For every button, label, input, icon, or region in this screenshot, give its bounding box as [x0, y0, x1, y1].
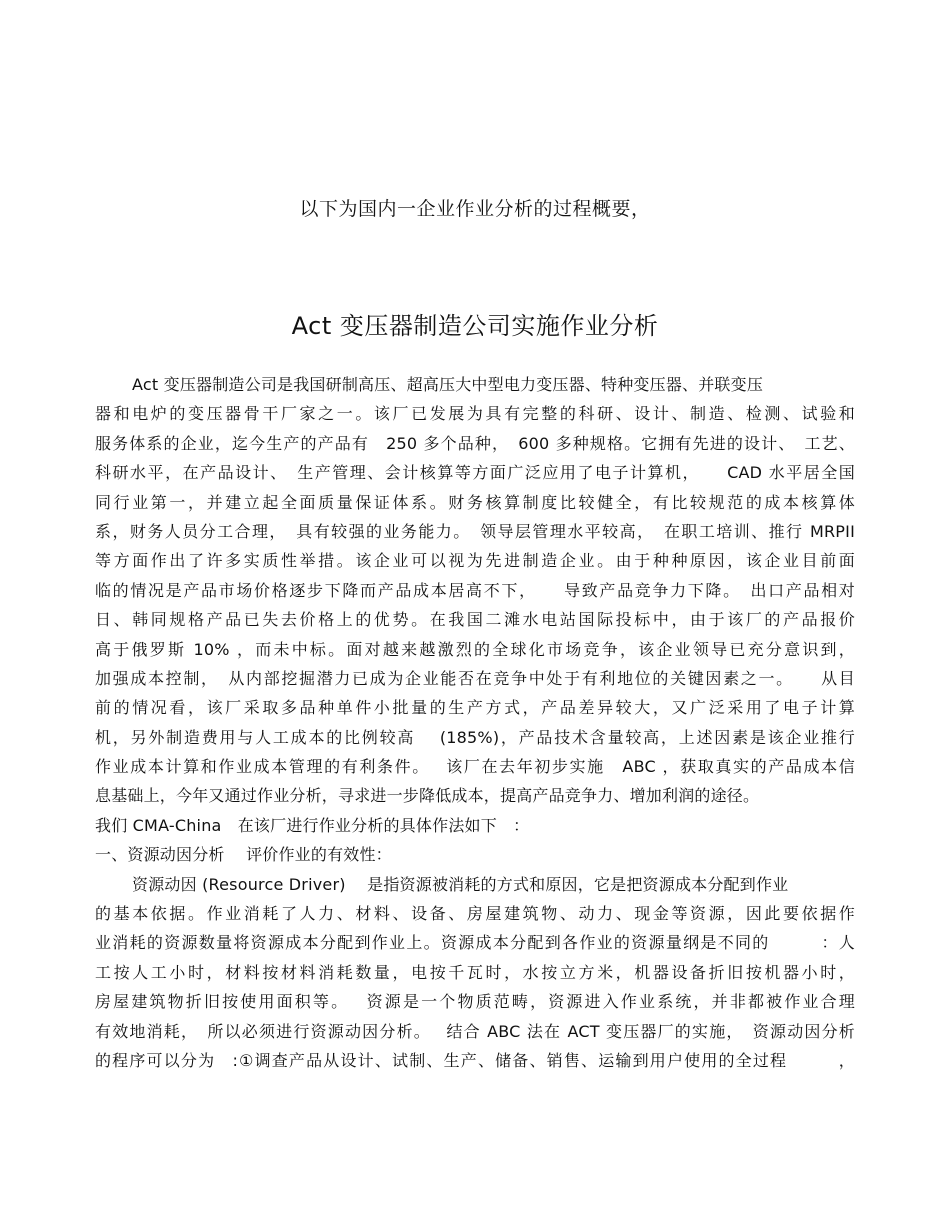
paragraph-line: 服务体系的企业，迄今生产的产品有 250 多个品种， 600 多种规格。它拥有先进的设计、 工艺、	[95, 433, 855, 453]
paragraph-line: Act 变压器制造公司是我国研制高压、超高压大中型电力变压器、特种变压器、并联变压	[132, 375, 764, 394]
paragraph-line: 器和电炉的变压器骨干厂家之一。该厂已发展为具有完整的科研、设计、制造、检测、试验和	[95, 404, 855, 424]
paragraph-line: 工按人工小时，材料按材料消耗数量，电按千瓦时，水按立方米，机器设备折旧按机器小时，	[95, 962, 855, 982]
paragraph-line: 科研水平，在产品设计、 生产管理、会计核算等方面广泛应用了电子计算机， CAD 水平居全国	[95, 463, 855, 483]
paragraph-line: 房屋建筑物折旧按使用面积等。 资源是一个物质范畴，资源进入作业系统，并非都被作业合理	[95, 992, 855, 1012]
intro-text: 以下为国内一企业作业分析的过程概要，	[299, 198, 651, 220]
paragraph-line: 业消耗的资源数量将资源成本分配到作业上。资源成本分配到各作业的资源量纲是不同的 ：人	[95, 933, 855, 953]
paragraph-line: 机，另外制造费用与人工成本的比例较高 (185%)，产品技术含量较高，上述因素是该企业推行	[95, 727, 855, 747]
document-title: Act 变压器制造公司实施作业分析	[291, 312, 659, 340]
paragraph-line: 我们 CMA-China 在该厂进行作业分析的具体作法如下 ：	[95, 815, 530, 835]
document-body	[95, 370, 855, 1075]
paragraph-line: 加强成本控制， 从内部挖掘潜力已成为企业能否在竞争中处于有利地位的关键因素之一。 从目	[95, 668, 855, 688]
paragraph-line: 的基本依据。作业消耗了人力、材料、设备、房屋建筑物、动力、现金等资源，因此要依据作	[95, 904, 855, 924]
paragraph-line: 同行业第一，并建立起全面质量保证体系。财务核算制度比较健全，有比较规范的成本核算体	[95, 492, 855, 512]
paragraph-line: 作业成本计算和作业成本管理的有利条件。 该厂在去年初步实施 ABC ，获取真实的产品成本信	[95, 757, 855, 777]
paragraph-line: 资源动因 (Resource Driver) 是指资源被消耗的方式和原因，它是把资源成本分配到作业	[132, 874, 789, 894]
paragraph-line: 息基础上，今年又通过作业分析，寻求进一步降低成本，提高产品竞争力、增加利润的途径。	[95, 786, 760, 806]
paragraph-line: 日、韩同规格产品已失去价格上的优势。在我国二滩水电站国际投标中，由于该厂的产品报价	[95, 610, 855, 630]
paragraph-line: 的程序可以分为 :①调查产品从设计、试制、生产、储备、销售、运输到用户使用的全过程 ，	[95, 1050, 855, 1070]
paragraph-line: 高于俄罗斯 10% ，而未中标。面对越来越激烈的全球化市场竞争，该企业领导已充分意识到，	[95, 639, 855, 659]
paragraph-line: 有效地消耗， 所以必须进行资源动因分析。 结合 ABC 法在 ACT 变压器厂的实施， 资源动因分析	[95, 1021, 855, 1041]
paragraph-line: 等方面作出了许多实质性举措。该企业可以视为先进制造企业。由于种种原因，该企业目前面	[95, 551, 855, 571]
paragraph-line: 系，财务人员分工合理， 具有较强的业务能力。 领导层管理水平较高， 在职工培训、推行 MRPII	[95, 521, 855, 541]
paragraph-line: 临的情况是产品市场价格逐步下降而产品成本居高不下， 导致产品竞争力下降。 出口产品相对	[95, 580, 855, 600]
paragraph-line: 前的情况看，该厂采取多品种单件小批量的生产方式，产品差异较大，又广泛采用了电子计算	[95, 698, 855, 718]
section-heading: 一、资源动因分析 评价作业的有效性：	[95, 845, 392, 865]
